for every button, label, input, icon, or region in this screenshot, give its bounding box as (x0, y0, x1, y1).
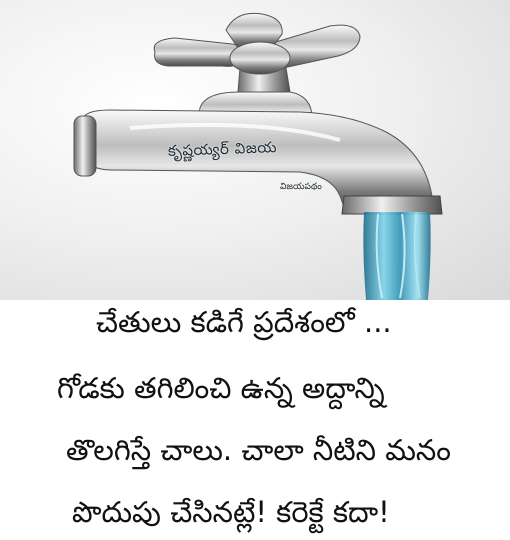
verse-line-3: తొలగిస్తే చాలు. చాలా నీటిని మనం (66, 433, 451, 467)
verse-line-1: చేతులు కడిగే ప్రదేశంలో ... (96, 305, 392, 339)
author-watermark: కృష్ణయ్యర్ విజయ (167, 138, 278, 160)
faucet-handle (154, 13, 360, 98)
verse-line-2: గోడకు తగిలించి ఉన్న అద్దాన్ని (57, 371, 385, 405)
verse-line-4: పొదుపు చేసినట్లే! కరెక్టే కదా! (72, 495, 390, 529)
water-stream (363, 212, 430, 300)
caption-watermark: విజయపథం (280, 182, 322, 192)
